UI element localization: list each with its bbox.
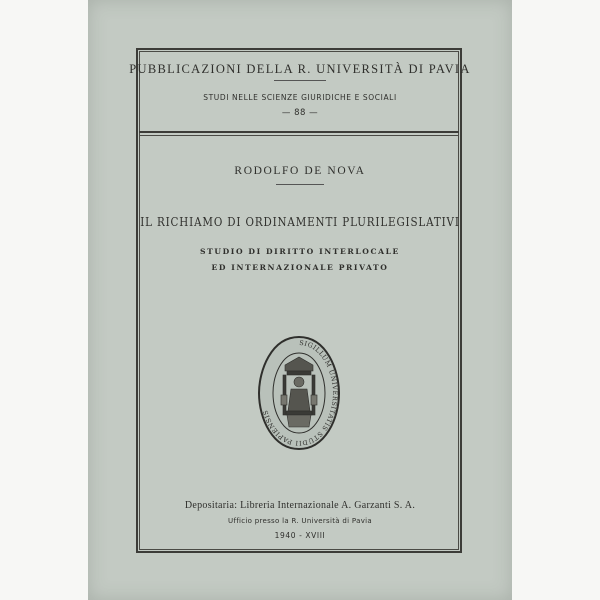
header-divider xyxy=(139,131,459,133)
series-title: PUBBLICAZIONI DELLA R. UNIVERSITÀ DI PAVIA xyxy=(129,62,471,76)
ufficio-line: Ufficio presso la R. Università di Pavia xyxy=(228,517,372,525)
book-cover xyxy=(88,0,512,600)
author-name: RODOLFO DE NOVA xyxy=(234,165,366,177)
header-divider-thin xyxy=(139,135,459,136)
university-seal-icon xyxy=(257,335,341,451)
book-subtitle-line2: ED INTERNAZIONALE PRIVATO xyxy=(211,263,389,272)
series-subtitle: STUDI NELLE SCIENZE GIURIDICHE E SOCIALI xyxy=(203,93,397,102)
seal-inscription: SIGILLUM UNIVERSITATIS STUDII PAPIENSIS xyxy=(261,338,340,448)
cover-frame-inner xyxy=(139,51,459,550)
publication-year: 1940 - XVIII xyxy=(274,531,326,540)
series-number: — 88 — xyxy=(281,108,319,118)
book-subtitle-line1: STUDIO DI DIRITTO INTERLOCALE xyxy=(200,247,400,256)
series-rule xyxy=(274,80,326,81)
author-rule xyxy=(276,184,324,185)
depositaria-line: Depositaria: Libreria Internazionale A. Garzanti S. A. xyxy=(184,500,416,511)
book-title: IL RICHIAMO DI ORDINAMENTI PLURILEGISLATIVI xyxy=(140,215,460,229)
